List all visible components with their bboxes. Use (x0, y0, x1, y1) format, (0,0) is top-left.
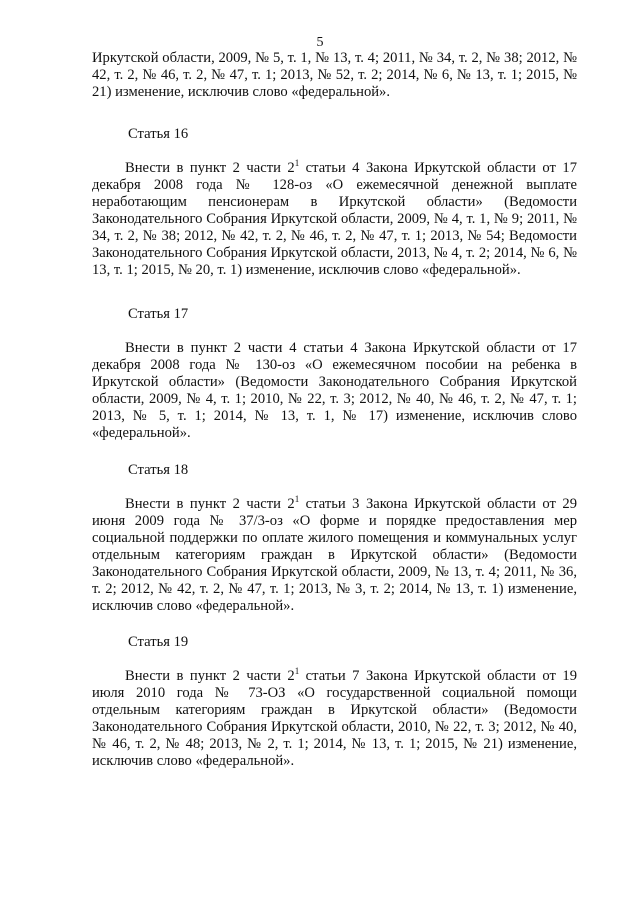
article-16-superscript: 1 (294, 158, 300, 168)
article-17-body: Внести в пункт 2 части 4 статьи 4 Закона Иркутской области от 17 декабря 2008 года № 130-оз «О ежемесячном пособии на ребенка в Иркутской области» (Ведомости Законодательного Собрания Иркутской области, 2009, № 4, т. 1; 2010, № 22, т. 3; 2012, № 40, № 46, т. 2, № 47, т. 1; 2013, № 5, т. 1; 2014, № 13, т. 1, № 17) изменение, исключив слово «федеральной». (92, 340, 577, 441)
article-16-heading: Статья 16 (128, 126, 189, 142)
article-18-heading: Статья 18 (128, 462, 189, 478)
article-18-superscript: 1 (294, 494, 300, 504)
intro-paragraph: Иркутской области, 2009, № 5, т. 1, № 13, т. 4; 2011, № 34, т. 2, № 38; 2012, № 42, т. 2, № 46, т. 2, № 47, т. 1; 2013, № 52, т. 2; 2014, № 6, № 13, т. 1; 2015, № 21) изменение, исключив слово «федеральной». (92, 50, 577, 100)
article-19-heading: Статья 19 (128, 634, 189, 650)
article-17-heading: Статья 17 (128, 306, 189, 322)
article-16-text-end: статьи 4 Закона Иркутской области от 17 декабря 2008 года № 128-оз «О ежемесячной денежной выплате неработающим пенсионерам в Иркутской области» (Ведомости Законодательного Собрания Иркутской области, 2009, № 4, т. 1, № 9; 2011, № 34, т. 2, № 38; 2012, № 42, т. 2, № 46, т. 2, № 47, т. 1; 2013, № 54; Ведомости Законодательного Собрания Иркутской области, 2013, № 4, т. 2; 2014, № 6, № 13, т. 1; 2015, № 20, т. 1) изменение, исключив слово «федеральной». (92, 160, 578, 278)
page-number: 5 (316, 35, 324, 50)
article-18-text-start: Внести в пункт 2 части 2 (125, 496, 295, 512)
article-16-text-start: Внести в пункт 2 части 2 (125, 160, 295, 176)
article-19-superscript: 1 (294, 666, 300, 676)
article-19-text-start: Внести в пункт 2 части 2 (125, 668, 295, 684)
article-19-text-end: статьи 7 Закона Иркутской области от 19 июля 2010 года № 73-ОЗ «О государственной социальной помощи отдельным категориям граждан в Иркутской области» (Ведомости Законодательного Собрания Иркутской области, 2010, № 22, т. 3; 2012, № 40, № 46, т. 2, № 48; 2013, № 2, т. 1; 2014, № 13, т. 1; 2015, № 21) изменение, исключив слово «федеральной». (92, 668, 578, 769)
article-18-text-end: статьи 3 Закона Иркутской области от 29 июня 2009 года № 37/3-оз «О форме и порядке предоставления мер социальной поддержки по оплате жилого помещения и коммунальных услуг отдельным категориям граждан в Иркутской области» (Ведомости Законодательного Собрания Иркутской области, 2009, № 13, т. 4; 2011, № 36, т. 2; 2012, № 42, т. 2, № 47, т. 1; 2013, № 3, т. 2; 2014, № 13, т. 1) изменение, исключив слово «федеральной». (92, 496, 578, 614)
article-19-body (92, 668, 577, 770)
article-16-body (92, 160, 577, 279)
article-18-body (92, 496, 577, 615)
